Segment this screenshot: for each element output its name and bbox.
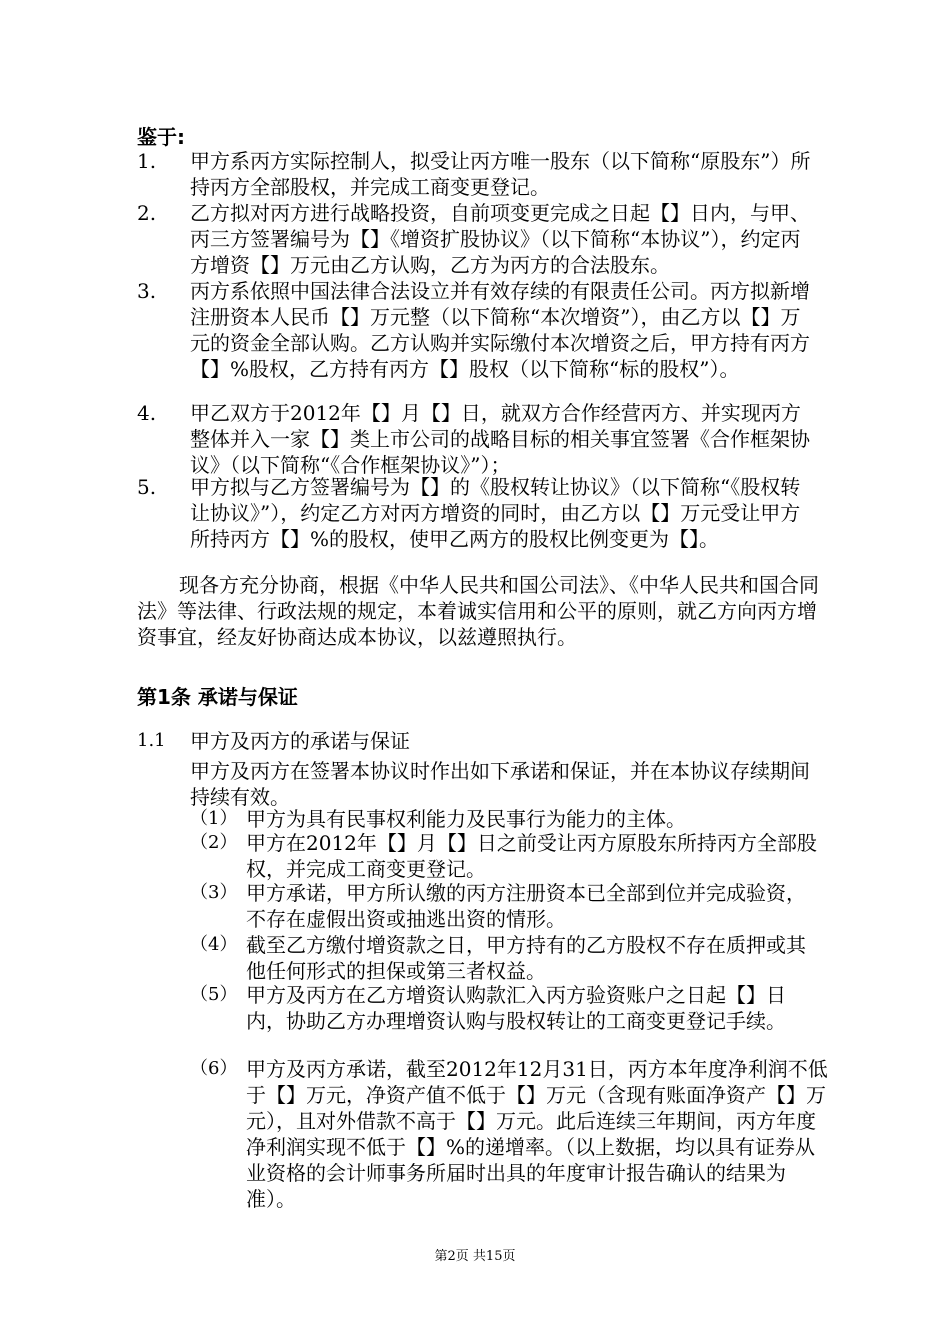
item-number: （2） [190,832,238,853]
section-title: 甲方及丙方的承诺与保证 [190,729,410,753]
recital-text: 甲乙双方于2012年【】月【】日，就双方合作经营丙方、并实现丙方整体并入一家【】类上市公司的战略目标的相关事宜签署《合作框架协议》（以下简称“《合作框架协议》”）； [190,401,810,477]
preamble-heading: 鉴于: [137,125,185,149]
recital-number: 2. [137,201,157,225]
article-title: 第1条 承诺与保证 [137,685,298,709]
item-text: 甲方在2012年【】月【】日之前受让丙方原股东所持丙方全部股权，并完成工商变更登记。 [246,831,817,881]
page-footer: 第2页 共15页 [434,1249,516,1264]
recital-number: 1. [137,149,157,173]
recital-number: 3. [137,279,157,303]
item-number: （5） [190,984,238,1005]
item-number: （6） [190,1058,238,1079]
item-number: （1） [190,808,238,829]
item-text: 甲方及丙方承诺，截至2012年12月31日，丙方本年度净利润不低于【】万元，净资产值不低于【】万元（含现有账面净资产【】万元），且对外借款不高于【】万元。此后连续三年期间，丙方年度净利润实现不低于【】%的递增率。（以上数据，均以具有证券从业资格的会计师事务所届时出具的年度审计报告确认的结果为准）。 [246,1057,828,1211]
item-text: 甲方及丙方在乙方增资认购款汇入丙方验资账户之日起【】日内，协助乙方办理增资认购与股权转让的工商变更登记手续。 [246,983,786,1033]
intro-paragraph: 现各方充分协商，根据《中华人民共和国公司法》、《中华人民共和国合同法》等法律、行政法规的规定，本着诚实信用和公平的原则，就乙方向丙方增资事宜，经友好协商达成本协议，以兹遵照执行。 [137,573,819,649]
item-text: 甲方为具有民事权利能力及民事行为能力的主体。 [246,807,686,831]
item-text: 甲方承诺，甲方所认缴的丙方注册资本已全部到位并完成验资，不存在虚假出资或抽逃出资的情形。 [246,881,806,931]
recital-number: 4. [137,401,157,425]
item-number: （4） [190,934,238,955]
recital-text: 乙方拟对丙方进行战略投资，自前项变更完成之日起【】日内，与甲、丙三方签署编号为【】《增资扩股协议》（以下简称“本协议”），约定丙方增资【】万元由乙方认购，乙方为丙方的合法股东。 [190,201,810,277]
recital-text: 甲方系丙方实际控制人，拟受让丙方唯一股东（以下简称“原股东”）所持丙方全部股权，并完成工商变更登记。 [190,149,811,199]
item-text: 截至乙方缴付增资款之日，甲方持有的乙方股权不存在质押或其他任何形式的担保或第三者权益。 [246,933,806,983]
recital-text: 甲方拟与乙方签署编号为【】的《股权转让协议》（以下简称“《股权转让协议》”），约定乙方对丙方增资的同时，由乙方以【】万元受让甲方所持丙方【】%的股权，使甲乙两方的股权比例变更为【】。 [190,475,801,551]
recital-text: 丙方系依照中国法律合法设立并有效存续的有限责任公司。丙方拟新增注册资本人民币【】万元整（以下简称“本次增资”），由乙方以【】万元的资金全部认购。乙方认购并实际缴付本次增资之后，甲方持有丙方【】%股权，乙方持有丙方【】股权（以下简称“标的股权”）。 [190,279,810,381]
item-number: （3） [190,882,238,903]
section-number: 1.1 [137,730,166,751]
recital-number: 5. [137,475,157,499]
section-intro: 甲方及丙方在签署本协议时作出如下承诺和保证，并在本协议存续期间持续有效。 [190,759,810,809]
